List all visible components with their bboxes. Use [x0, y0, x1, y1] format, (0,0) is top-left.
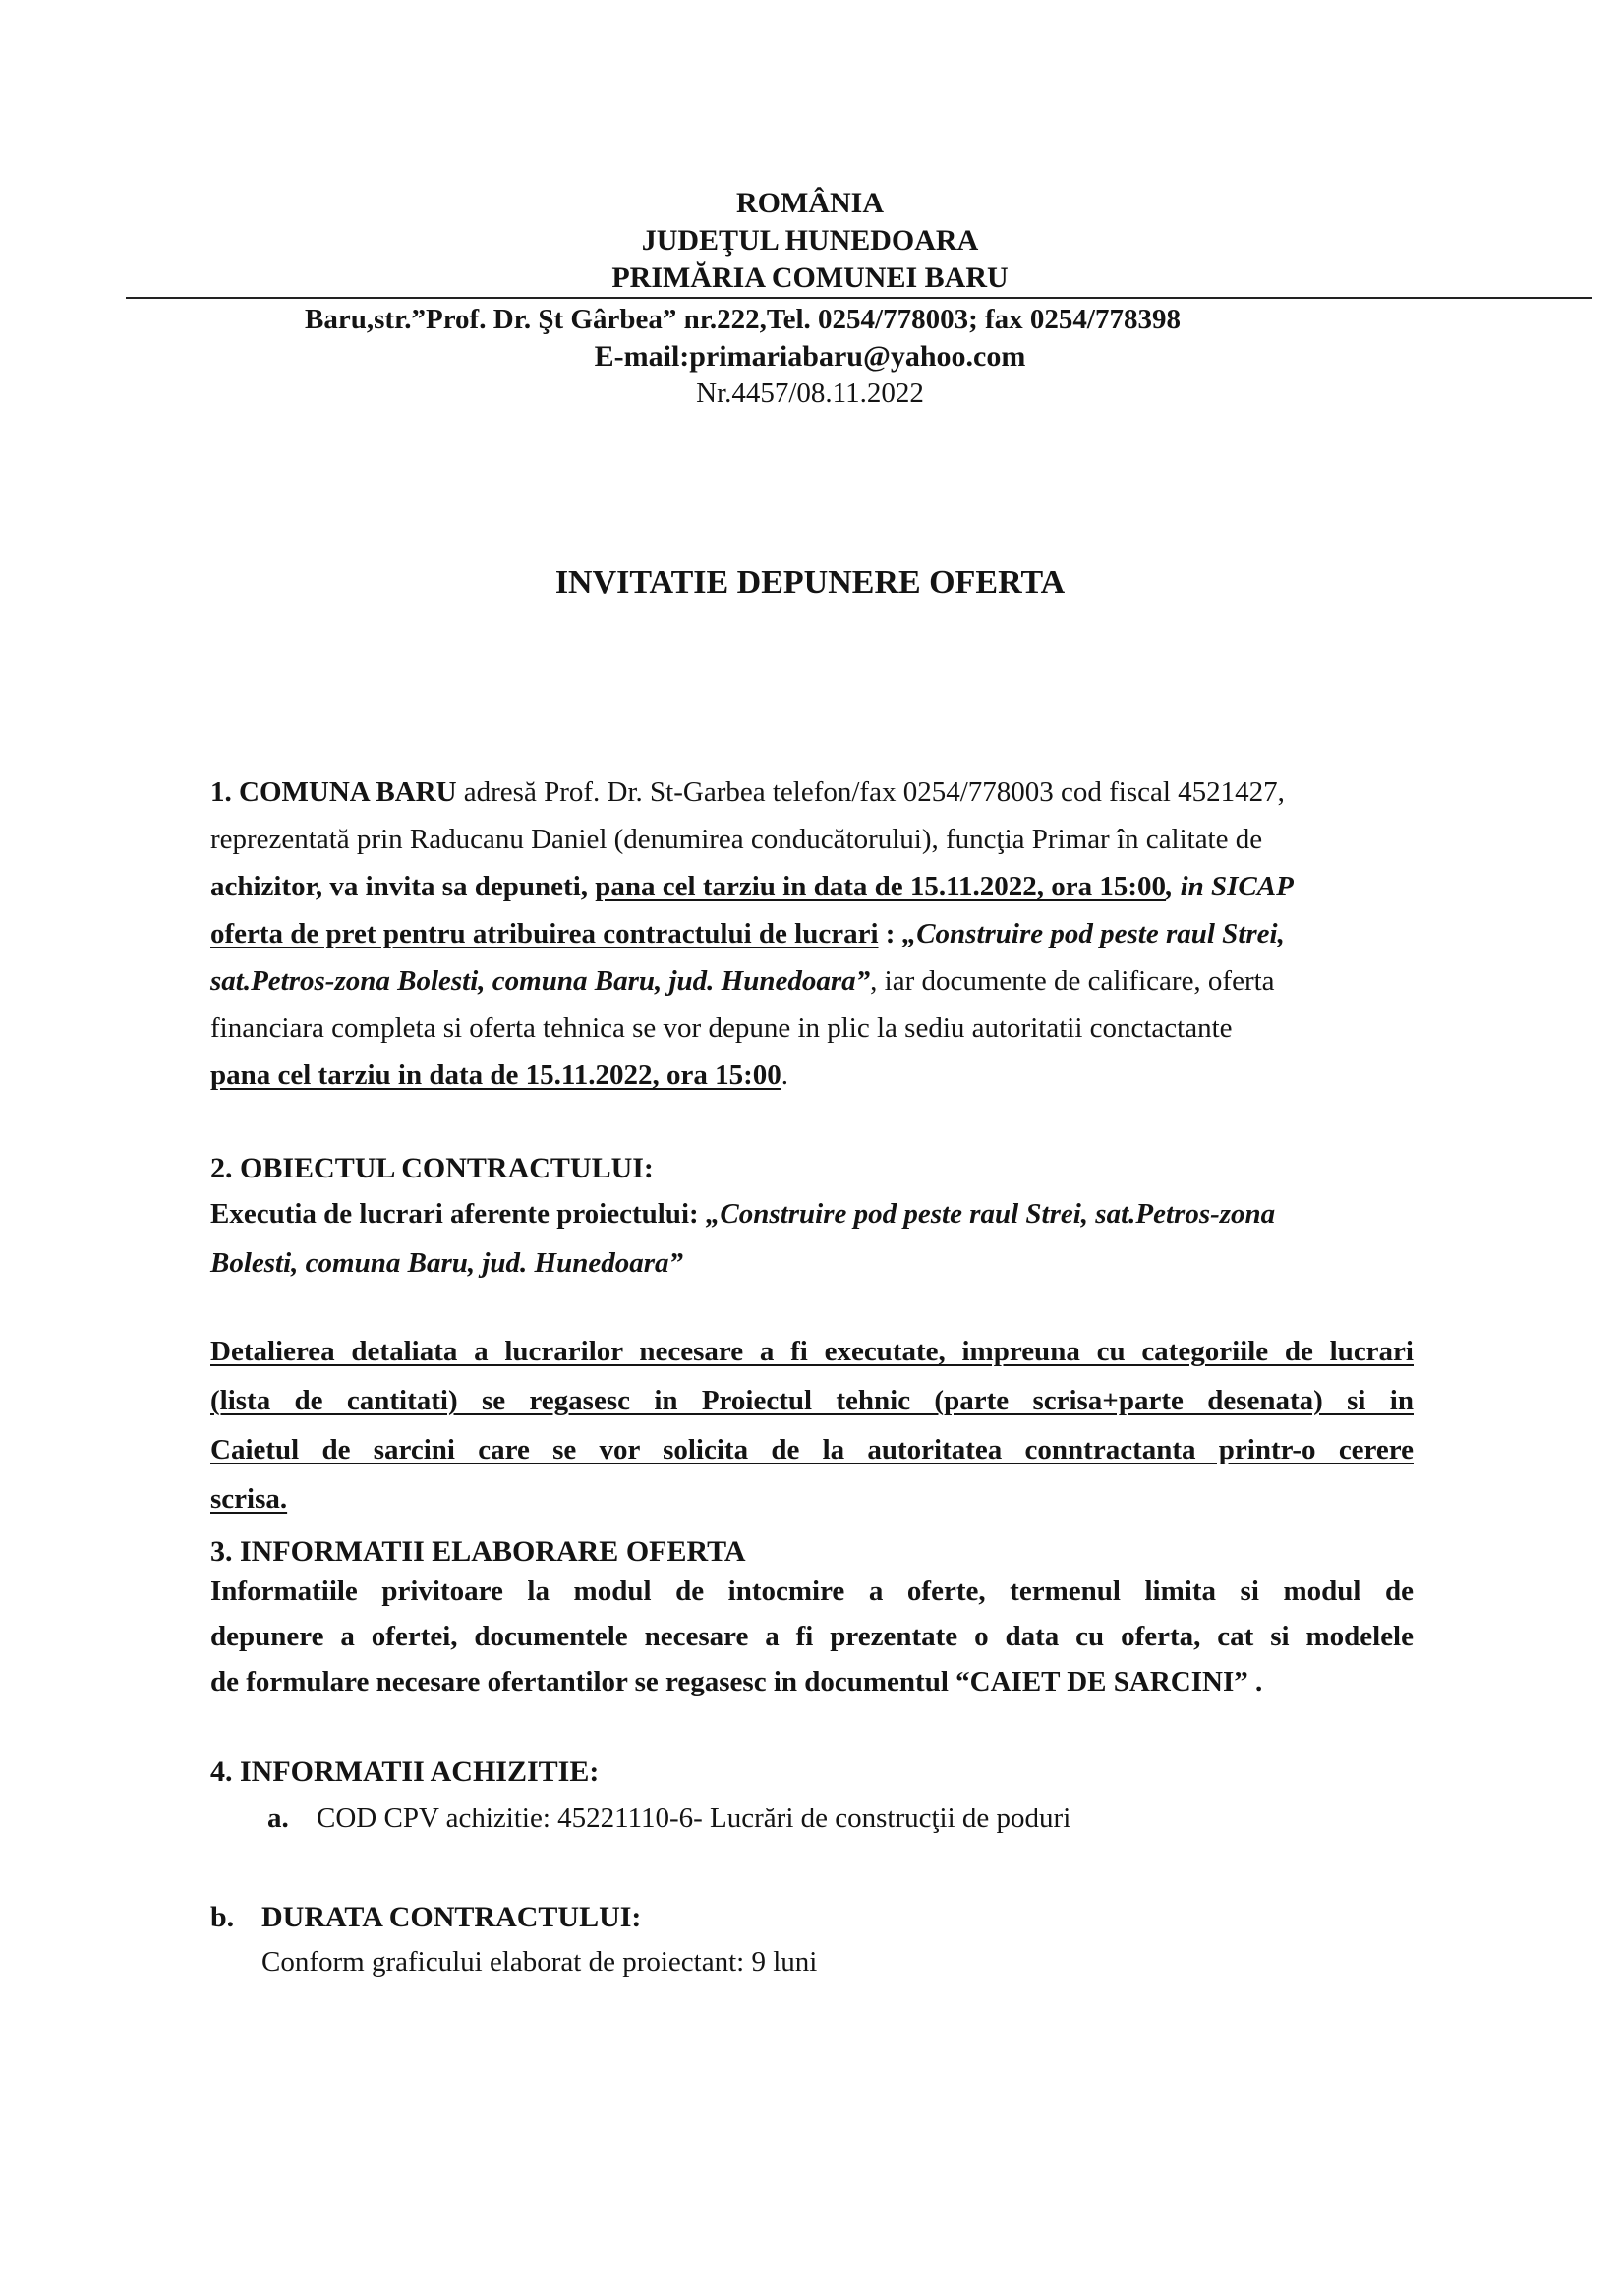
s1-docs: , iar documente de calificare, oferta	[870, 965, 1275, 997]
s3-line: depunere a ofertei, documentele necesare a fi prezentate o data cu oferta, cat si modelele	[210, 1621, 1414, 1652]
header-office: PRIMĂRIA COMUNEI BARU	[611, 261, 1009, 294]
header-email: E-mail:primariabaru@yahoo.com	[594, 340, 1026, 373]
s1-period: .	[781, 1060, 789, 1091]
header-address: Baru,str.”Prof. Dr. Şt Gârbea” nr.222,Tel. 0254/778003; fax 0254/778398	[305, 304, 1181, 335]
section-3-heading: 3. INFORMATII ELABORARE OFERTA	[210, 1535, 746, 1568]
section-3-body	[210, 1569, 1414, 1704]
s2-detail-line: scrisa.	[210, 1483, 288, 1515]
header-divider	[126, 297, 1592, 299]
s1-represented: reprezentată prin Raducanu Daniel (denumirea conducătorului), funcţia Primar în calitate de	[210, 824, 1263, 855]
section-2-body	[210, 1189, 1414, 1288]
s1-deadline-sicap: pana cel tarziu in data de 15.11.2022, ora 15:00	[595, 871, 1167, 902]
s1-deadline-envelope: pana cel tarziu in data de 15.11.2022, ora 15:00	[210, 1060, 781, 1091]
header-country: ROMÂNIA	[736, 187, 884, 219]
header-reg-number: Nr.4457/08.11.2022	[696, 377, 924, 409]
s2-project-name-2: Bolesti, comuna Baru, jud. Hunedoara”	[210, 1247, 684, 1279]
s3-line: Informatiile privitoare la modul de intocmire a oferte, termenul limita si modul de	[210, 1576, 1414, 1607]
document-title: INVITATIE DEPUNERE OFERTA	[554, 564, 1066, 601]
s1-address: adresă Prof. Dr. St-Garbea telefon/fax 0254/778003 cod fiscal 4521427,	[456, 776, 1285, 808]
s1-envelope: financiara completa si oferta tehnica se vor depune in plic la sediu autoritatii conctactante	[210, 1012, 1233, 1044]
s2-detail-line: Detalierea detaliata a lucrarilor necesare a fi executate, impreuna cu categoriile de lucrari	[210, 1336, 1414, 1367]
s1-price-offer: oferta de pret pentru atribuirea contractului de lucrari	[210, 918, 879, 949]
s2-project-name-1: „Construire pod peste raul Strei, sat.Petros-zona	[705, 1198, 1276, 1230]
s1-sicap: , in SICAP	[1166, 871, 1294, 902]
s1-colon: :	[878, 918, 902, 949]
section-4-heading: 4. INFORMATII ACHIZITIE:	[210, 1755, 600, 1788]
section-2-detail	[210, 1327, 1414, 1523]
s4-item-b-text: Conform graficului elaborat de proiectant: 9 luni	[261, 1946, 818, 1978]
s4-item-b-heading: DURATA CONTRACTULUI:	[261, 1901, 642, 1933]
s2-detail-line: Caietul de sarcini care se vor solicita de la autoritatea conntractanta printr-o cerere	[210, 1434, 1414, 1465]
s4-item-a-text: COD CPV achizitie: 45221110-6- Lucrări de construcţii de poduri	[317, 1803, 1071, 1834]
s1-invite: achizitor, va invita sa depuneti,	[210, 871, 596, 902]
s2-detail-line: (lista de cantitati) se regasesc in Proiectul tehnic (parte scrisa+parte desenata) si in	[210, 1385, 1414, 1416]
s2-execution: Executia de lucrari aferente proiectului:	[210, 1198, 706, 1230]
s4-item-a-marker	[267, 1803, 289, 1835]
header-county: JUDEŢUL HUNEDOARA	[641, 224, 979, 257]
s4-item-b-marker: b.	[210, 1901, 235, 1933]
s3-line: de formulare necesare ofertantilor se regasesc in documentul “CAIET DE SARCINI” .	[210, 1666, 1263, 1697]
section-2-heading: 2. OBIECTUL CONTRACTULUI:	[210, 1152, 654, 1184]
s4-marker-a: a.	[267, 1803, 289, 1834]
s1-project-name-1: „Construire pod peste raul Strei,	[901, 918, 1285, 949]
s1-project-name-2: sat.Petros-zona Bolesti, comuna Baru, jud. Hunedoara”	[210, 965, 871, 997]
s1-comuna: 1. COMUNA BARU	[210, 776, 457, 808]
section-1	[210, 769, 1414, 1099]
